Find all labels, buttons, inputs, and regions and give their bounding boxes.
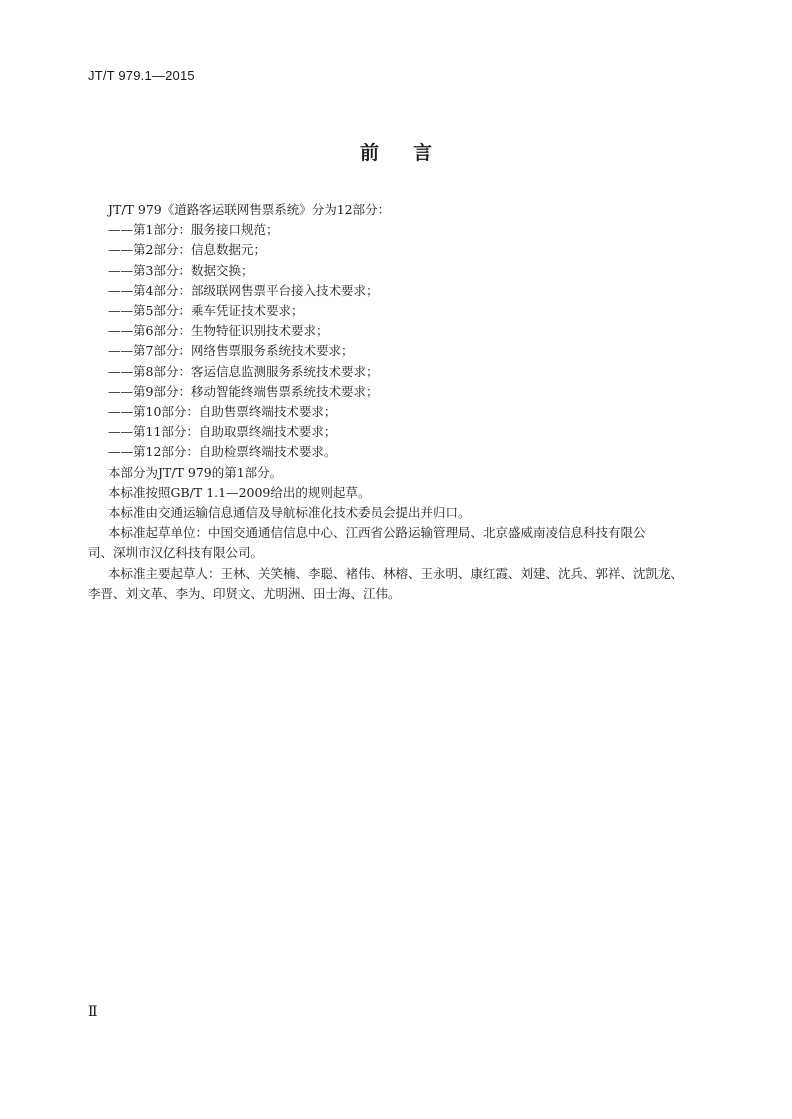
proposed-by-paragraph: 本标准由交通运输信息通信及导航标准化技术委员会提出并归口。: [108, 505, 471, 521]
foreword-body: [88, 200, 708, 604]
intro-paragraph: JT/T 979《道路客运联网售票系统》分为12部分：: [108, 202, 391, 217]
standard-code: JT/T 979.1—2015: [88, 68, 195, 83]
parts-list: [108, 220, 708, 462]
this-part-paragraph: 本部分为JT/T 979的第1部分。: [108, 464, 283, 480]
list-item: ——第2部分：信息数据元；: [108, 242, 266, 258]
drafting-units-line-2: 司、深圳市汉亿科技有限公司。: [88, 545, 264, 561]
list-item: ——第5部分：乘车凭证技术要求；: [108, 303, 304, 319]
list-item: ——第4部分：部级联网售票平台接入技术要求；: [108, 282, 379, 298]
list-item: ——第9部分：移动智能终端售票系统技术要求；: [108, 383, 379, 399]
list-item: ——第3部分：数据交换；: [108, 262, 254, 278]
list-item: ——第1部分：服务接口规范；: [108, 222, 279, 238]
drafting-rules-paragraph: 本标准按照GB/T 1.1—2009给出的规则起草。: [108, 484, 371, 500]
title-char-1: 前: [359, 142, 379, 164]
list-item: ——第7部分：网络售票服务系统技术要求；: [108, 343, 354, 359]
list-item: ——第12部分：自助检票终端技术要求。: [108, 444, 337, 460]
list-item: ——第11部分：自助取票终端技术要求；: [108, 424, 337, 440]
list-item: ——第10部分：自助售票终端技术要求；: [108, 404, 337, 420]
page-number: Ⅱ: [88, 1004, 98, 1020]
drafting-units-line-1: 本标准起草单位：中国交通通信信息中心、江西省公路运输管理局、北京盛威南凌信息科技有限公: [108, 525, 646, 541]
drafters-line-1: 本标准主要起草人：王林、关笑楠、李聪、褚伟、林榕、王永明、康红霞、刘建、沈兵、郭祥、沈凯龙、: [108, 565, 684, 581]
list-item: ——第6部分：生物特征识别技术要求；: [108, 323, 329, 339]
drafters-line-2: 李晋、刘文革、李为、印贤文、尤明洲、田士海、江伟。: [88, 585, 401, 601]
title-char-2: 言: [413, 142, 433, 164]
list-item: ——第8部分：客运信息监测服务系统技术要求；: [108, 363, 379, 379]
page-title: [0, 138, 792, 165]
